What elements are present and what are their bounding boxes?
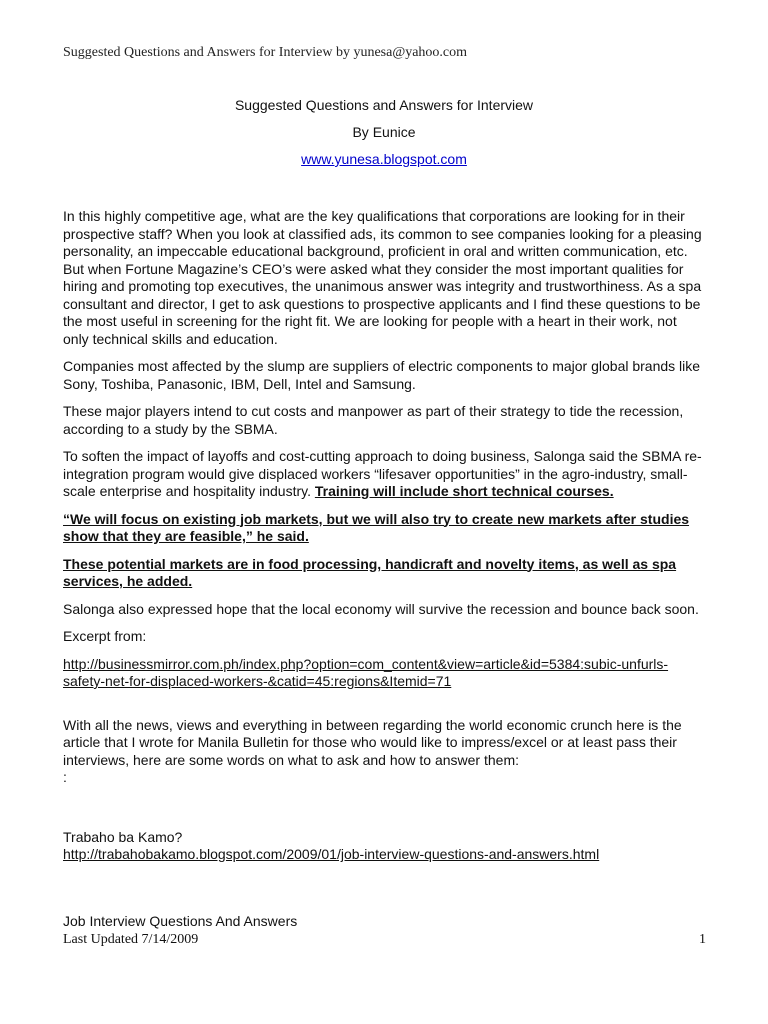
paragraph-quote: “We will focus on existing job markets, but we will also try to create new markets after studies show that they are feasible,” he said. — [63, 510, 690, 544]
trabaho-title: Trabaho ba Kamo? — [63, 828, 183, 845]
trabaho-link[interactable]: http://trabahobakamo.blogspot.com/2009/01/job-interview-questions-and-answers.html — [63, 846, 600, 862]
paragraph-potential-markets: These potential markets are in food processing, handicraft and novelty items, as well as spa services, he added. — [63, 555, 677, 589]
manila-bulletin-text: With all the news, views and everything in between regarding the world economic crunch here is the article that I wrote for Manila Bulletin for those who would like to impress/excel or at least pass their interviews, here are some words on what to ask and how to answer them: — [63, 716, 682, 768]
excerpt-link-paragraph — [63, 656, 706, 691]
spacer — [63, 701, 706, 717]
footer-last-updated: Last Updated 7/14/2009 — [63, 932, 199, 947]
spacer-large — [63, 787, 706, 829]
paragraph-manila-bulletin — [63, 717, 706, 787]
excerpt-label: Excerpt from: — [63, 628, 147, 644]
soften-impact-text: To soften the impact of layoffs and cost-cutting approach to doing business, Salonga said the SBMA re-integration program would give displaced workers “lifesaver opportunities” in the agro-industry, small-scale enterprise and hospitality industry. — [63, 448, 702, 499]
title-block — [0, 96, 768, 177]
colon-marker: : — [63, 769, 67, 785]
paragraph-salonga-hope: Salonga also expressed hope that the local economy will survive the recession and bounce back soon. — [63, 600, 699, 617]
website-link[interactable]: www.yunesa.blogspot.com — [301, 151, 467, 167]
paragraph-intro: In this highly competitive age, what are the key qualifications that corporations are looking for in their prospective staff? When you look at classified ads, its common to see companies looking for a pleasing personality, an impeccable educational background, proficient in oral and written communication, etc. But when Fortune Magazine’s CEO’s were asked what they consider the most important qualities for hiring and promoting top executives, the unanimous answer was integrity and trustworthiness. As a spa consultant and director, I get to ask questions to prospective applicants and I find these questions to be the most useful in screening for the right fit. We are looking for people with a heart in their work, not only technical skills and education. — [63, 208, 702, 347]
paragraph-companies: Companies most affected by the slump are suppliers of electric components to major global brands like Sony, Toshiba, Panasonic, IBM, Dell, Intel and Samsung. — [63, 358, 701, 392]
training-emphasis: Training will include short technical courses. — [314, 483, 614, 499]
document-title: Suggested Questions and Answers for Interview — [234, 97, 534, 113]
page-number: 1 — [699, 932, 706, 947]
body-text — [63, 208, 706, 864]
excerpt-link[interactable]: http://businessmirror.com.ph/index.php?option=com_content&view=article&id=5384:subic-unfurls-safety-net-for-displaced-workers-&catid=45:regions&Itemid=71 — [63, 655, 669, 689]
byline: By Eunice — [352, 124, 416, 140]
paragraph-major-players: These major players intend to cut costs and manpower as part of their strategy to tide the recession, according to a study by the SBMA. — [63, 403, 684, 437]
paragraph-soften-impact — [63, 448, 706, 501]
footer-section-title: Job Interview Questions And Answers — [63, 913, 298, 929]
running-header: Suggested Questions and Answers for Interview by yunesa@yahoo.com — [63, 45, 468, 60]
